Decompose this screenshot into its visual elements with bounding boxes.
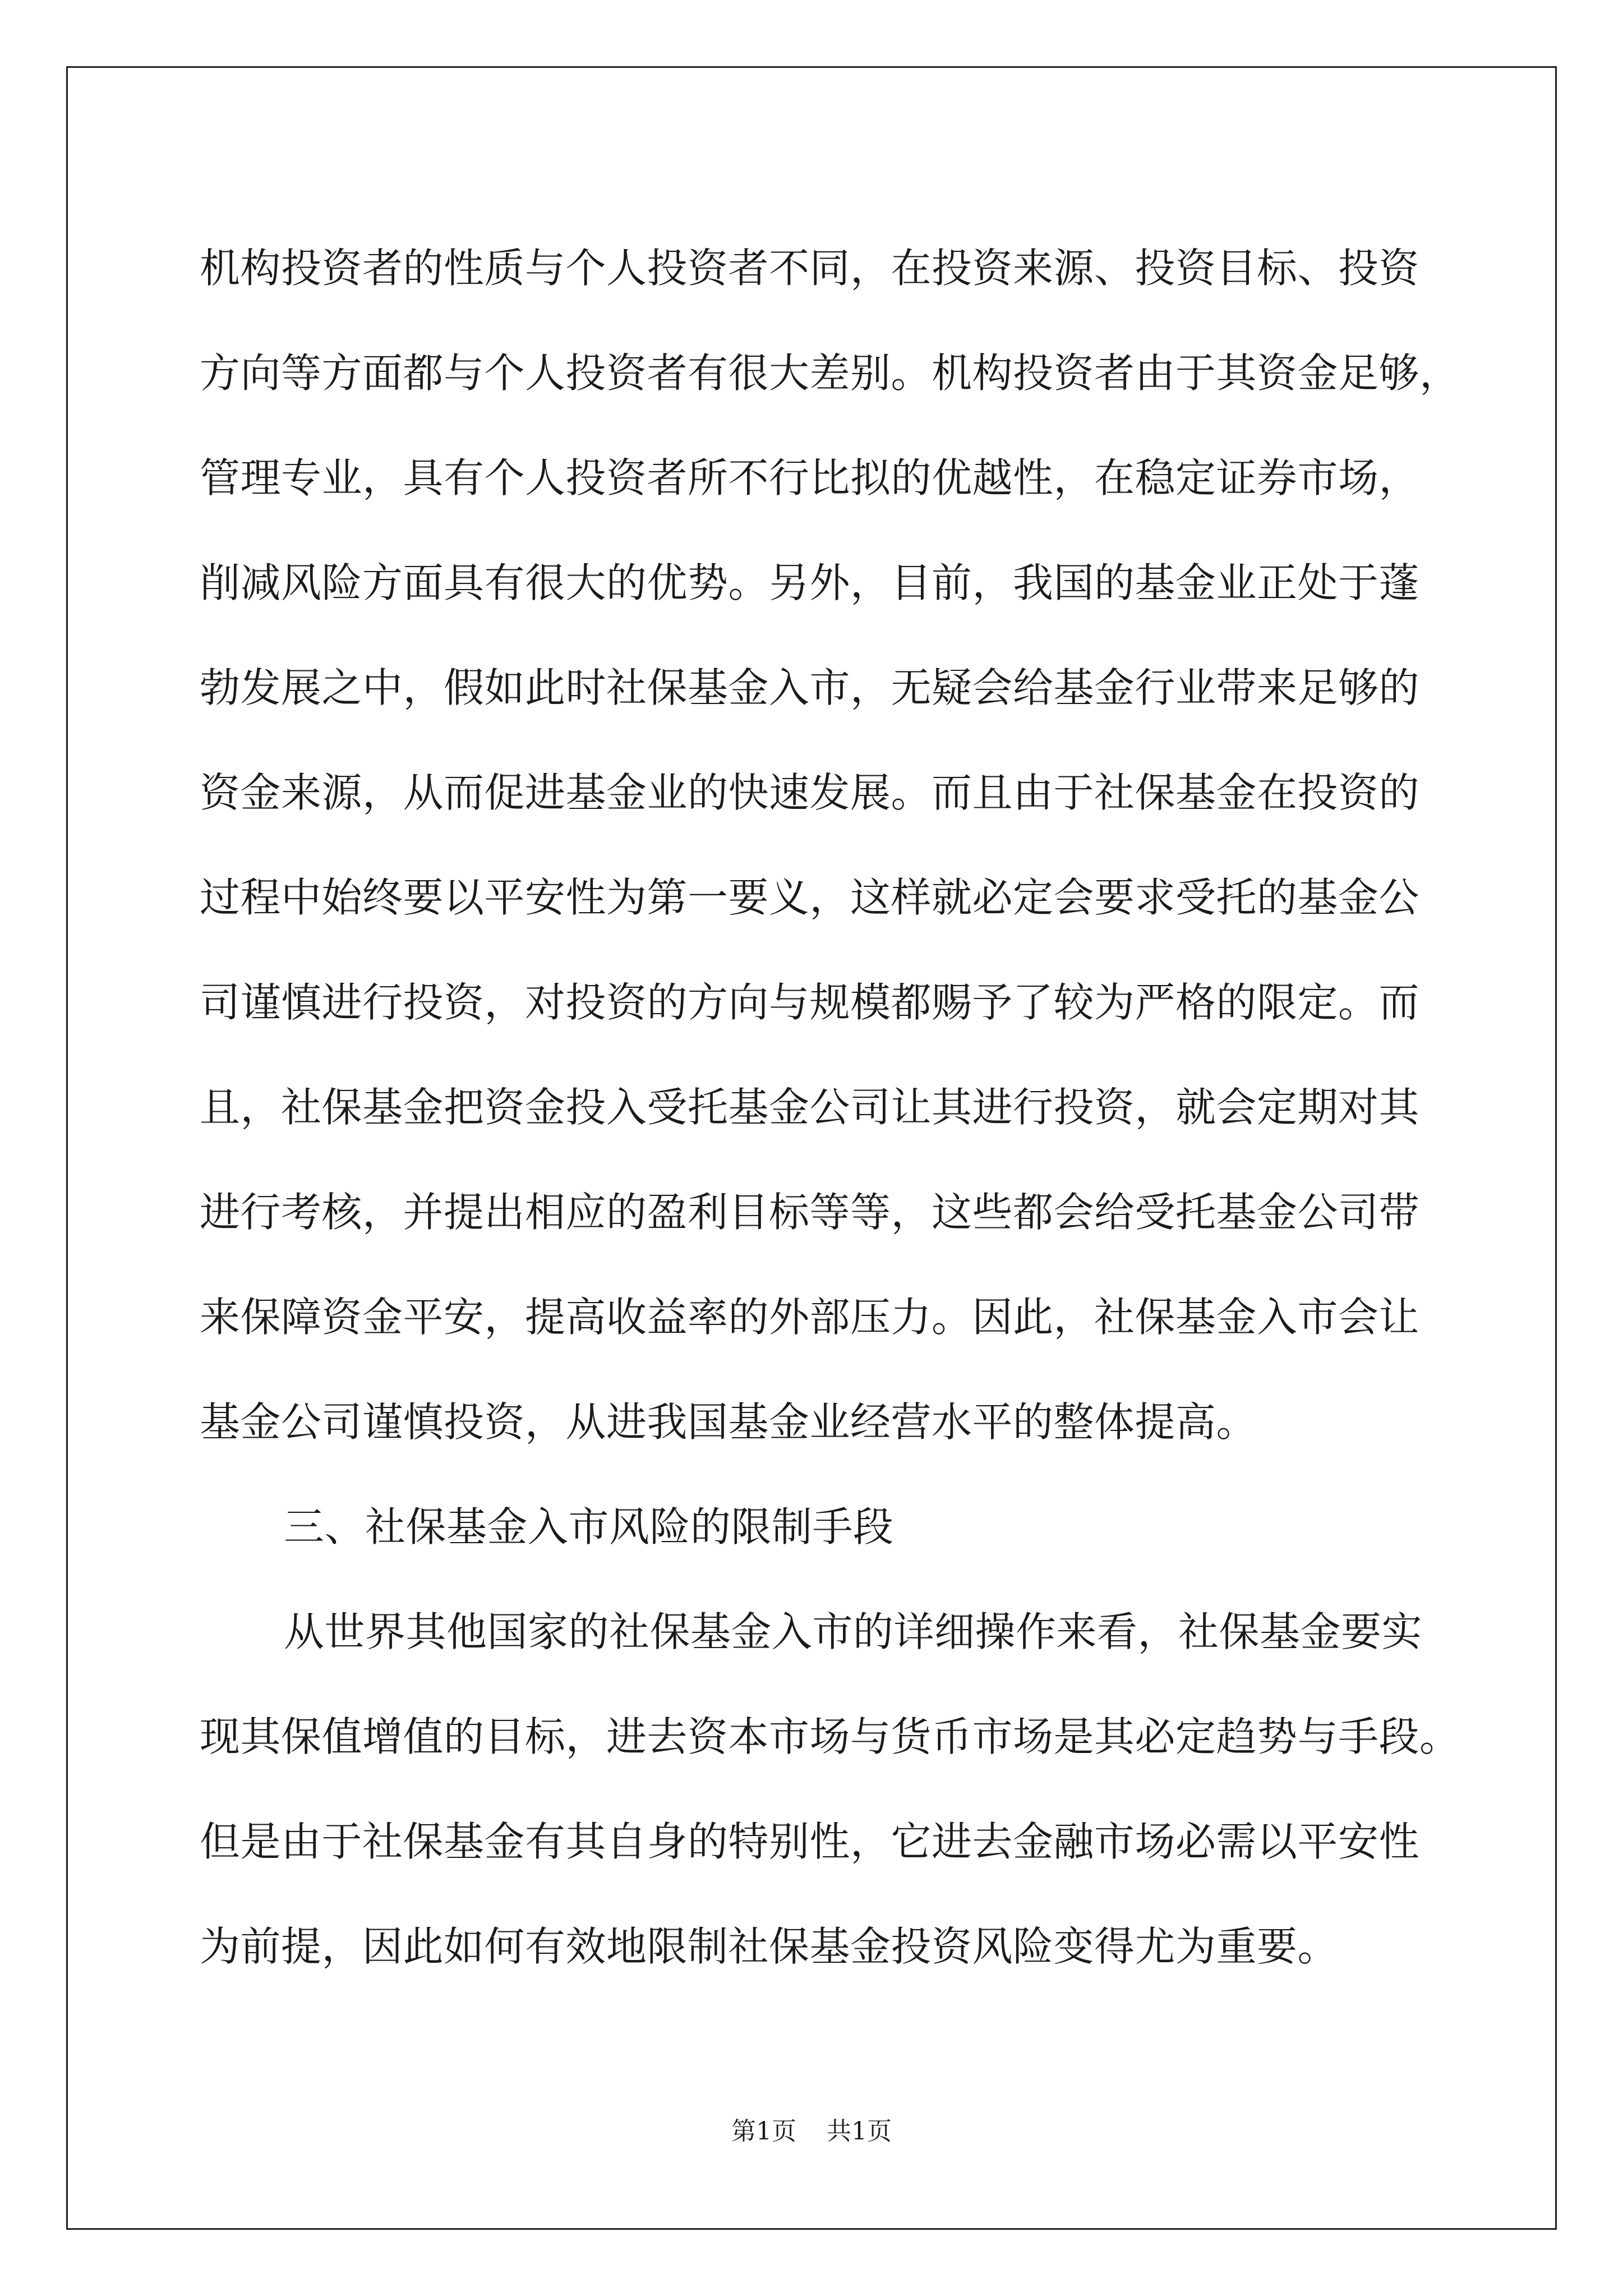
- text-line: 机构投资者的性质与个人投资者不同，在投资来源、投资目标、投资: [200, 245, 1420, 292]
- text-line: 且，社保基金把资金投入受托基金公司让其进行投资，就会定期对其: [200, 1084, 1420, 1131]
- text-line: 资金来源，从而促进基金业的快速发展。而且由于社保基金在投资的: [200, 769, 1420, 816]
- text-line: 司谨慎进行投资，对投资的方向与规模都赐予了较为严格的限定。而: [200, 979, 1420, 1026]
- text-line: 削减风险方面具有很大的优势。另外，目前，我国的基金业正处于蓬: [200, 559, 1420, 606]
- text-line: 从世界其他国家的社保基金入市的详细操作来看，社保基金要实: [284, 1608, 1423, 1655]
- section-heading: 三、社保基金入市风险的限制手段: [284, 1503, 894, 1550]
- text-line: 管理专业，具有个人投资者所不行比拟的优越性，在稳定证券市场，: [200, 454, 1420, 501]
- page-count: 共1页: [827, 2117, 892, 2146]
- text-line: 勃发展之中，假如此时社保基金入市，无疑会给基金行业带来足够的: [200, 664, 1420, 711]
- text-line: 过程中始终要以平安性为第一要义，这样就必定会要求受托的基金公: [200, 874, 1420, 921]
- page-footer: [0, 2115, 1623, 2148]
- text-line: 基金公司谨慎投资，从进我国基金业经营水平的整体提高。: [200, 1398, 1257, 1446]
- text-line: 方向等方面都与个人投资者有很大差别。机构投资者由于其资金足够，: [200, 349, 1460, 397]
- text-line: 来保障资金平安，提高收益率的外部压力。因此，社保基金入市会让: [200, 1294, 1420, 1341]
- text-line: 但是由于社保基金有其自身的特别性，它进去金融市场必需以平安性: [200, 1818, 1420, 1865]
- text-line: 进行考核，并提出相应的盈利目标等等，这些都会给受托基金公司带: [200, 1189, 1420, 1236]
- page-number: 第1页: [731, 2117, 796, 2146]
- text-line: 为前提，因此如何有效地限制社保基金投资风险变得尤为重要。: [200, 1923, 1339, 1970]
- text-line: 现其保值增值的目标，进去资本市场与货币市场是其必定趋势与手段。: [200, 1713, 1460, 1760]
- document-body: [200, 216, 1460, 1999]
